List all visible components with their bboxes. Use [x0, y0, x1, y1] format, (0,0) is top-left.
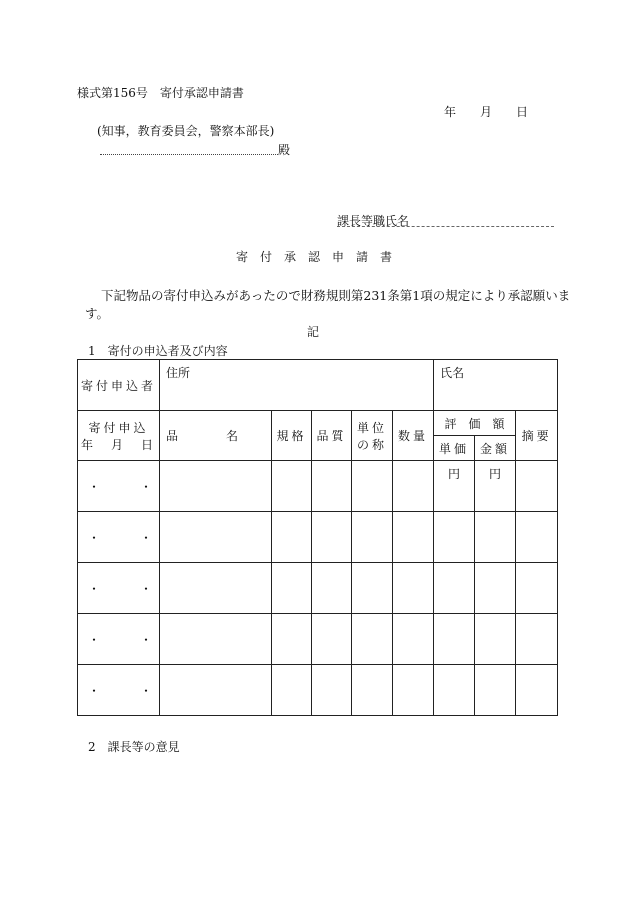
table-row [78, 665, 558, 716]
valuation-header: 評 価 額 [434, 411, 516, 436]
row-item-name [160, 461, 272, 512]
table-row [78, 614, 558, 665]
row-quality [312, 512, 352, 563]
row-quality [312, 614, 352, 665]
row-spec [272, 665, 312, 716]
amount-header: 金額 [475, 436, 516, 461]
row-quality [312, 563, 352, 614]
row-item-name [160, 614, 272, 665]
quality-header: 品質 [312, 411, 352, 461]
row-unit-price [434, 665, 475, 716]
row-remarks [516, 461, 558, 512]
row-amount [475, 563, 516, 614]
date-header [78, 411, 160, 461]
row-amount [475, 665, 516, 716]
name-cell [434, 360, 558, 411]
addressee-honorific: 殿 [278, 143, 291, 157]
row-quantity [393, 563, 434, 614]
body-text: 下記物品の寄付申込みがあったので財務規則第231条第1項の規定により承認願いま [101, 288, 571, 303]
row-quantity [393, 512, 434, 563]
date-month: 月 [480, 105, 493, 119]
row-date: ・ ・ [78, 461, 160, 512]
quantity-header: 数量 [393, 411, 434, 461]
item-name-header: 品 名 [160, 411, 272, 461]
row-unit [352, 563, 393, 614]
row-remarks [516, 512, 558, 563]
row-quality [312, 461, 352, 512]
name-label: 氏名 [440, 366, 465, 380]
row-quality [312, 665, 352, 716]
row-unit [352, 665, 393, 716]
row-amount: 円 [475, 461, 516, 512]
row-unit-price [434, 563, 475, 614]
date-header-bottom: 年 月 日 [80, 437, 156, 452]
address-cell [160, 360, 434, 411]
form-number: 様式第156号 寄付承認申請書 [77, 86, 244, 100]
signer-line [337, 226, 554, 227]
row-spec [272, 614, 312, 665]
addressee-line [100, 154, 278, 155]
row-unit-price: 円 [434, 461, 475, 512]
address-label: 住所 [166, 366, 191, 380]
date-year: 年 [444, 105, 457, 119]
unit-header-bottom: の称 [356, 437, 387, 452]
row-amount [475, 512, 516, 563]
item-table [77, 359, 558, 716]
row-item-name [160, 665, 272, 716]
ki-mark: 記 [307, 325, 320, 339]
unit-header-top: 単位 [356, 420, 387, 435]
unit-header [352, 411, 393, 461]
row-date: ・ ・ [78, 512, 160, 563]
row-item-name [160, 512, 272, 563]
row-item-name [160, 563, 272, 614]
row-remarks [516, 665, 558, 716]
doc-title: 寄付承認申請書 [236, 250, 405, 264]
applicant-label: 寄付申込者 [78, 360, 160, 411]
row-quantity [393, 665, 434, 716]
row-unit [352, 461, 393, 512]
row-amount [475, 614, 516, 665]
section2-title: 2 課長等の意見 [88, 740, 180, 754]
row-remarks [516, 563, 558, 614]
row-quantity [393, 461, 434, 512]
row-unit [352, 614, 393, 665]
date-day: 日 [516, 105, 529, 119]
row-date: ・ ・ [78, 614, 160, 665]
date-header-top: 寄付申込 [88, 420, 149, 435]
body-text-continued: す。 [85, 306, 110, 321]
row-spec [272, 512, 312, 563]
table-row [78, 512, 558, 563]
spec-header: 規格 [272, 411, 312, 461]
row-spec [272, 461, 312, 512]
row-date: ・ ・ [78, 665, 160, 716]
unit-price-header: 単価 [434, 436, 475, 461]
row-remarks [516, 614, 558, 665]
row-quantity [393, 614, 434, 665]
row-date: ・ ・ [78, 563, 160, 614]
row-unit-price [434, 512, 475, 563]
row-unit-price [434, 614, 475, 665]
signer-label: 課長等職氏名 [337, 214, 410, 228]
section1-title: 1 寄付の申込者及び内容 [88, 344, 228, 358]
addressee-note: (知事，教育委員会，警察本部長) [97, 124, 275, 138]
table-row [78, 563, 558, 614]
row-unit [352, 512, 393, 563]
row-spec [272, 563, 312, 614]
remarks-header: 摘要 [516, 411, 558, 461]
table-row [78, 461, 558, 512]
